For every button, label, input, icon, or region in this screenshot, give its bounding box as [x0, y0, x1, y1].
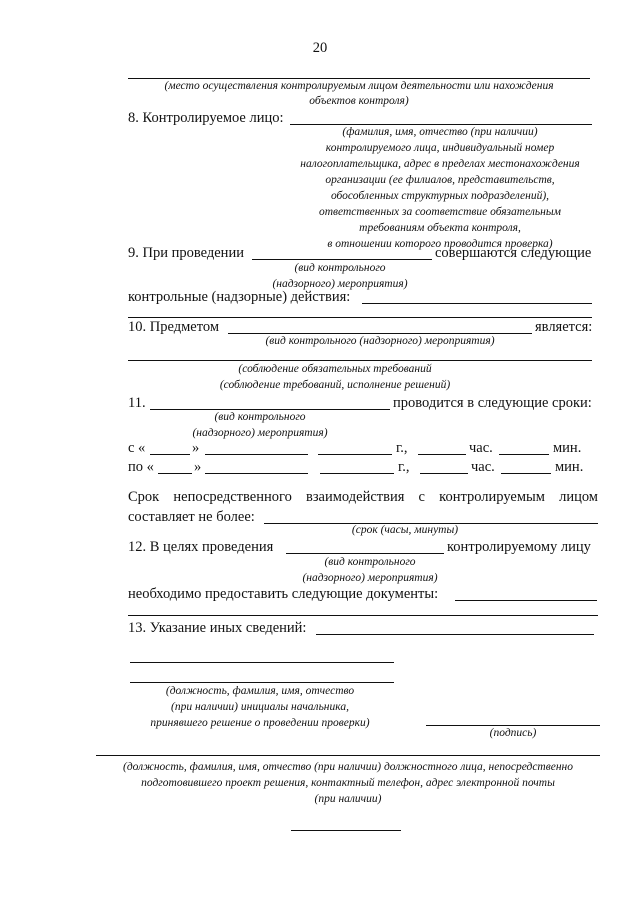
s8-caption-5: обособленных структурных подразделений), [330, 190, 550, 202]
s12-label: 12. В целях проведения [128, 539, 274, 555]
to-quote-close: » [194, 459, 202, 475]
s8-field-line [290, 124, 592, 125]
s8-caption-2: контролируемого лица, индивидуальный номер [325, 142, 555, 154]
term-caption: (срок (часы, минуты) [351, 524, 459, 536]
preparer-line [96, 755, 600, 756]
term-line2: составляет не более: [128, 509, 255, 525]
to-year-suffix: г., [398, 459, 410, 475]
location-caption-1: (место осуществления контролируемым лицом деятельности или нахождения [164, 80, 554, 92]
s13-label: 13. Указание иных сведений: [128, 620, 307, 636]
official-caption-2: (при наличии) инициалы начальника, [171, 701, 349, 713]
page-number: 20 [312, 40, 328, 56]
to-hours-label: час. [471, 459, 495, 475]
preparer-caption-2: подготовившего проект решения, контактный телефон, адрес электронной почты [141, 777, 555, 789]
s11-field-line [150, 409, 390, 410]
s8-caption-4: организации (ее филиалов, представительств, [325, 174, 555, 186]
preparer-caption-1: (должность, фамилия, имя, отчество (при наличии) должностного лица, непосредственно [123, 761, 573, 773]
to-minutes-label: мин. [555, 459, 584, 475]
s10-caption2-1: (соблюдение обязательных требований [238, 363, 432, 375]
s12-suffix: контролируемому лицу [447, 539, 591, 555]
from-hours-label: час. [469, 440, 493, 456]
s9-suffix: совершаются следующие [435, 245, 592, 261]
s12-docs-line-2 [128, 615, 598, 616]
from-hour-line [418, 454, 466, 455]
s8-caption-1: (фамилия, имя, отчество (при наличии) [342, 126, 538, 138]
signature-line [426, 725, 600, 726]
from-minute-line [499, 454, 549, 455]
s12-line2: необходимо предоставить следующие документы: [128, 586, 439, 602]
location-caption-2: объектов контроля) [309, 95, 409, 107]
to-month-line [205, 473, 308, 474]
s12-caption-2: (надзорного) мероприятия) [302, 572, 438, 584]
s8-caption-6: ответственных за соответствие обязательным [319, 206, 561, 218]
official-line-2 [130, 682, 394, 683]
s9-field-line [252, 259, 432, 260]
from-prefix: с « [128, 440, 146, 456]
from-day-line [150, 454, 190, 455]
s10-caption: (вид контрольного (надзорного) мероприятия) [265, 335, 495, 347]
to-prefix: по « [128, 459, 154, 475]
s9-actions-line-2 [128, 317, 592, 318]
s11-caption-2: (надзорного) мероприятия) [192, 427, 328, 439]
from-year-suffix: г., [396, 440, 408, 456]
s9-label: 9. При проведении [128, 245, 244, 261]
preparer-caption-3: (при наличии) [314, 793, 382, 805]
s11-suffix: проводится в следующие сроки: [393, 395, 592, 411]
s13-field-line [316, 634, 594, 635]
to-year-line [320, 473, 394, 474]
s9-caption-2: (надзорного) мероприятия) [272, 278, 408, 290]
s10-caption2-2: (соблюдение требований, исполнение решений) [219, 379, 451, 391]
signature-caption: (подпись) [489, 727, 537, 739]
bottom-rule [291, 830, 401, 831]
s8-caption-3: налогоплательщика, адрес в пределах местонахождения [300, 158, 580, 170]
s8-label: 8. Контролируемое лицо: [128, 110, 284, 126]
s12-caption-1: (вид контрольного [324, 556, 416, 568]
official-caption-1: (должность, фамилия, имя, отчество [165, 685, 355, 697]
s9-line2: контрольные (надзорные) действия: [128, 289, 351, 305]
s11-caption-1: (вид контрольного [214, 411, 306, 423]
s10-subject-line [128, 360, 592, 361]
from-minutes-label: мин. [553, 440, 582, 456]
from-month-line [205, 454, 308, 455]
from-year-line [318, 454, 392, 455]
location-line [128, 78, 590, 79]
s10-label: 10. Предметом [128, 319, 220, 335]
term-text: Срок непосредственного взаимодействия с контролируемым лицом [128, 489, 598, 505]
s8-caption-7: требованиям объекта контроля, [359, 222, 521, 234]
s9-actions-line [362, 303, 592, 304]
from-quote-close: » [192, 440, 200, 456]
official-line-1 [130, 662, 394, 663]
s12-docs-line [455, 600, 597, 601]
s8-caption-8: в отношении которого проводится проверка) [327, 238, 553, 250]
s9-caption-1: (вид контрольного [294, 262, 386, 274]
to-hour-line [420, 473, 468, 474]
to-minute-line [501, 473, 551, 474]
s10-suffix: является: [535, 319, 593, 335]
to-day-line [158, 473, 192, 474]
s11-label: 11. [128, 395, 146, 411]
official-caption-3: принявшего решение о проведении проверки) [150, 717, 370, 729]
s12-field-line [286, 553, 444, 554]
s10-field-line [228, 333, 532, 334]
